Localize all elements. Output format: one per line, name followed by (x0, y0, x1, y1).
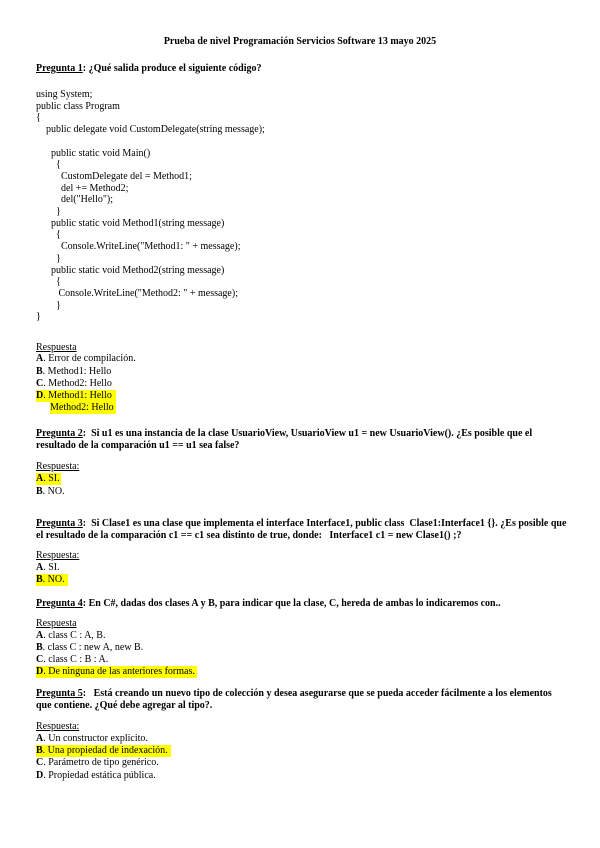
q1-option-c (36, 378, 112, 390)
q4-option-d (36, 666, 197, 678)
code-line: public static void Method1(string message) (36, 217, 225, 229)
question-5-answer-label: Respuesta: (36, 721, 80, 732)
question-4-answer-label: Respuesta (36, 618, 77, 629)
code-line: } (36, 311, 41, 323)
question-2-line1: : Si u1 es una instancia de la clase UsuarioView, UsuarioView u1 = new UsuarioView(). ¿Es posible que el (82, 428, 533, 439)
q1-option-d-line2: Method2: Hello (50, 402, 116, 414)
q1-option-b-letter: B (36, 366, 43, 377)
q4-option-d-text: . De ninguna de las anteriores formas. (43, 666, 195, 677)
q1-option-d (36, 390, 116, 402)
page-title: Prueba de nivel Programación Servicios Software 13 mayo 2025 (163, 36, 437, 47)
question-5-line2: que contiene. ¿Qué debe agregar al tipo?. (36, 700, 213, 711)
q5-option-c (36, 757, 159, 769)
q4-option-b-letter: B (36, 642, 43, 653)
question-5 (36, 688, 552, 700)
code-line: } (36, 299, 61, 311)
question-1-label: Pregunta 1 (36, 63, 83, 74)
q4-option-d-letter: D (36, 666, 44, 677)
q1-option-c-letter: C (36, 378, 44, 389)
question-4-label: Pregunta 4 (36, 598, 83, 609)
code-line: Console.WriteLine("Method2: " + message); (36, 287, 238, 299)
question-4-text: : En C#, dadas dos clases A y B, para indicar que la clase, C, hereda de ambas lo indicaremos con.. (82, 598, 501, 609)
code-line: { (36, 276, 61, 288)
code-line: public static void Main() (36, 147, 151, 159)
q2-option-b-text: . NO. (42, 486, 65, 497)
question-3-label: Pregunta 3 (36, 518, 83, 529)
q5-option-d-text: . Propiedad estática pública. (43, 770, 156, 781)
q1-option-a (36, 353, 136, 365)
code-line: del += Method2; (36, 182, 129, 194)
code-block (36, 89, 265, 323)
code-line: public delegate void CustomDelegate(string message); (36, 124, 265, 136)
question-2-answer-label: Respuesta: (36, 461, 80, 472)
q5-option-b-text: . Una propiedad de indexación. (42, 745, 168, 756)
q1-option-b-text: . Method1: Hello (42, 366, 112, 377)
code-line: } (36, 206, 61, 218)
q1-option-d-text: . Method1: Hello (43, 390, 112, 401)
q4-option-a-text: . class C : A, B. (43, 630, 106, 641)
q5-option-a-letter: A (36, 733, 44, 744)
q2-option-a (36, 473, 61, 485)
code-line: public class Program (36, 100, 120, 112)
q1-option-d-letter: D (36, 390, 44, 401)
question-3-answer-label: Respuesta: (36, 550, 80, 561)
code-line: del("Hello"); (36, 194, 114, 206)
q3-option-b-letter: B (36, 574, 43, 585)
q4-option-a-letter: A (36, 630, 44, 641)
question-3 (36, 518, 566, 530)
q4-option-a (36, 630, 105, 642)
question-3-line2: el resultado de la comparación c1 == c1 sea distinto de true, donde: Interface1 c1 = new Clase1() ;? (36, 530, 462, 541)
q3-option-b (36, 574, 68, 586)
q1-option-a-letter: A (36, 353, 44, 364)
q5-option-b-letter: B (36, 745, 43, 756)
q5-option-a (36, 733, 148, 745)
question-1 (36, 63, 261, 75)
q2-option-a-text: . SI. (43, 473, 60, 484)
code-line (36, 136, 265, 148)
q3-option-a-letter: A (36, 562, 44, 573)
code-line: { (36, 229, 61, 241)
question-3-line1: : Si Clase1 es una clase que implementa el interface Interface1, public class Clase1:Interface1 {}. ¿Es posible que (82, 518, 567, 529)
q2-option-a-letter: A (36, 473, 44, 484)
question-2-line2: resultado de la comparación u1 == u1 sea false? (36, 440, 240, 451)
q4-option-b-text: . class C : new A, new B. (42, 642, 144, 653)
question-5-line1: : Está creando un nuevo tipo de colección y desea asegurarse que se pueda acceder fácilmente a los elementos (82, 688, 552, 699)
q2-option-b-letter: B (36, 486, 43, 497)
q5-option-d-letter: D (36, 770, 44, 781)
q2-option-b (36, 486, 65, 498)
q5-option-a-text: . Un constructor explícito. (43, 733, 148, 744)
code-line: CustomDelegate del = Method1; (36, 170, 192, 182)
question-1-answer-label: Respuesta (36, 342, 77, 353)
question-4 (36, 598, 501, 610)
q1-option-a-text: . Error de compilación. (43, 353, 136, 364)
q1-option-b (36, 366, 111, 378)
code-line: { (36, 159, 61, 171)
q5-option-d (36, 770, 156, 782)
question-2 (36, 428, 532, 440)
q3-option-b-text: . NO. (42, 574, 65, 585)
code-line: public static void Method2(string message) (36, 264, 225, 276)
code-line: using System; (36, 89, 93, 100)
q5-option-b (36, 745, 171, 757)
q3-option-a-text: . SI. (43, 562, 60, 573)
code-line: { (36, 112, 41, 124)
q1-option-c-text: . Method2: Hello (43, 378, 112, 389)
question-2-label: Pregunta 2 (36, 428, 83, 439)
q5-option-c-letter: C (36, 757, 44, 768)
code-line: Console.WriteLine("Method1: " + message); (36, 241, 241, 253)
question-5-label: Pregunta 5 (36, 688, 83, 699)
question-1-text: : ¿Qué salida produce el siguiente código? (82, 63, 262, 74)
q4-option-b (36, 642, 143, 654)
q5-option-c-text: . Parámetro de tipo genérico. (43, 757, 159, 768)
q4-option-c (36, 654, 108, 666)
q4-option-c-letter: C (36, 654, 44, 665)
q3-option-a (36, 562, 60, 574)
code-line: } (36, 252, 61, 264)
q4-option-c-text: . class C : B : A. (43, 654, 109, 665)
